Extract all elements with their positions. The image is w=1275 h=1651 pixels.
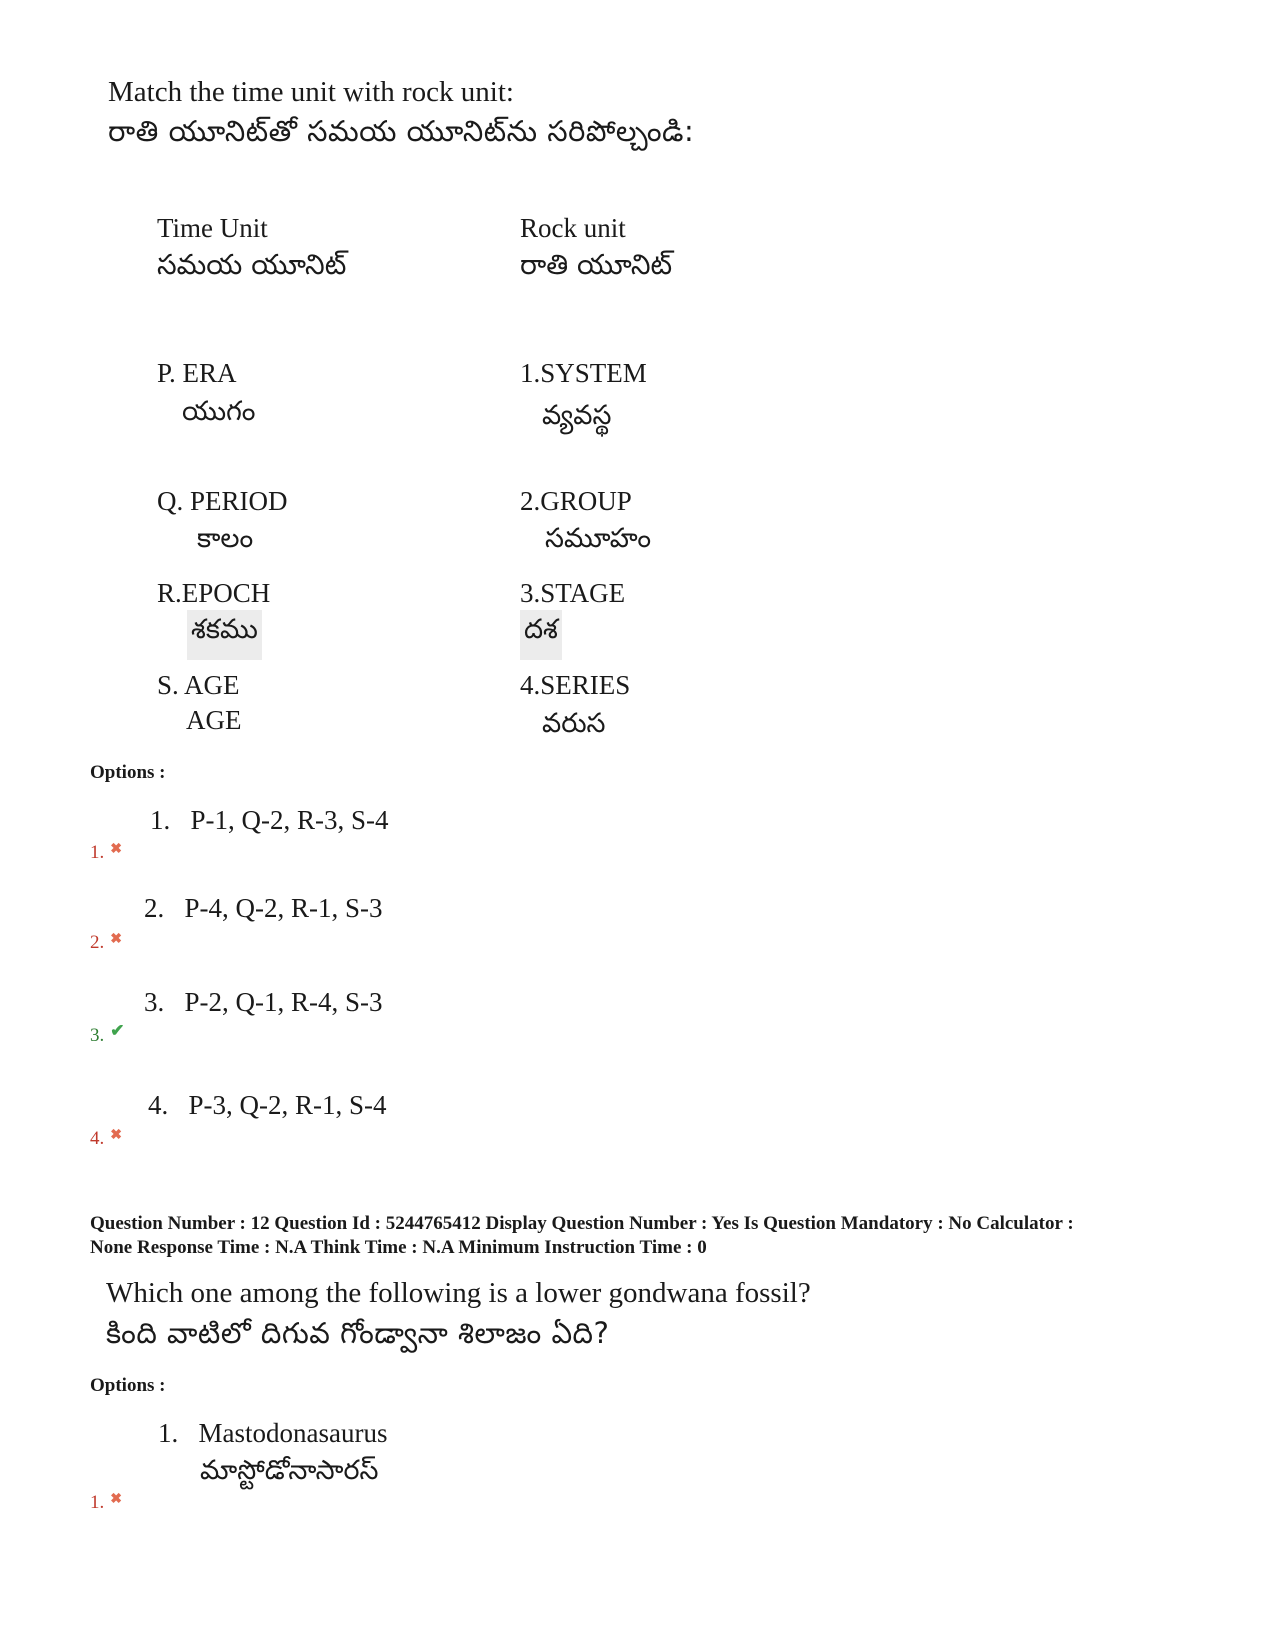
time-unit-item-te: శకము xyxy=(187,610,262,660)
question-11-text-en: Match the time unit with rock unit: xyxy=(108,76,514,108)
option-1-status xyxy=(90,1492,122,1514)
rock-unit-header: Rock unit xyxy=(520,213,626,243)
option-text: P-2, Q-1, R-4, S-3 xyxy=(184,987,383,1017)
option-marker: 1. xyxy=(90,1492,105,1513)
cross-icon: ✖ xyxy=(110,932,122,947)
options-label: Options : xyxy=(90,762,166,783)
cross-icon: ✖ xyxy=(110,1492,122,1507)
option-marker: 3. xyxy=(90,1025,105,1046)
time-unit-item-te: యుగం xyxy=(182,396,256,427)
option-2-status xyxy=(90,932,122,954)
option-3[interactable] xyxy=(144,987,383,1018)
check-icon: ✔ xyxy=(110,1021,125,1040)
option-number: 1. xyxy=(150,805,171,835)
option-text: Mastodonasaurus xyxy=(198,1418,388,1448)
time-unit-item: P. ERA xyxy=(157,358,237,388)
option-marker: 1. xyxy=(90,842,105,863)
meta-line: None Response Time : N.A Think Time : N.A Minimum Instruction Time : 0 xyxy=(90,1237,707,1258)
time-unit-item-te: AGE xyxy=(186,705,242,735)
option-number: 3. xyxy=(144,987,165,1017)
rock-unit-item: 2.GROUP xyxy=(520,486,632,516)
option-marker: 4. xyxy=(90,1128,105,1149)
cross-icon: ✖ xyxy=(110,842,122,857)
option-text-te: మాస్టోడోనాసారస్ xyxy=(200,1455,379,1486)
rock-unit-item-te: దశ xyxy=(520,610,562,660)
rock-unit-item-te: సమూహం xyxy=(545,523,652,554)
rock-unit-item: 4.SERIES xyxy=(520,670,631,700)
option-3-status xyxy=(90,1021,125,1047)
option-1-status xyxy=(90,842,122,864)
question-12-meta xyxy=(90,1212,1074,1260)
option-number: 2. xyxy=(144,893,165,923)
option-number: 1. xyxy=(158,1418,179,1448)
rock-unit-header-te: రాతి యూనిట్ xyxy=(520,248,673,281)
option-text: P-4, Q-2, R-1, S-3 xyxy=(184,893,383,923)
rock-unit-item: 3.STAGE xyxy=(520,578,626,608)
option-number: 4. xyxy=(148,1090,169,1120)
question-11-text-te: రాతి యూనిట్‌తో సమయ యూనిట్‌ను సరిపోల్చండి: xyxy=(108,114,695,148)
time-unit-item-te: కాలం xyxy=(197,523,254,554)
question-12-text-en: Which one among the following is a lower gondwana fossil? xyxy=(106,1277,811,1309)
cross-icon: ✖ xyxy=(110,1128,122,1143)
option-text: P-3, Q-2, R-1, S-4 xyxy=(188,1090,387,1120)
time-unit-header: Time Unit xyxy=(157,213,268,243)
option-text: P-1, Q-2, R-3, S-4 xyxy=(190,805,389,835)
time-unit-item: Q. PERIOD xyxy=(157,486,288,516)
rock-unit-item-te: వ్యవస్థ xyxy=(542,400,612,431)
time-unit-item: S. AGE xyxy=(157,670,240,700)
option-1[interactable] xyxy=(150,805,389,836)
option-marker: 2. xyxy=(90,932,105,953)
time-unit-header-te: సమయ యూనిట్ xyxy=(157,248,347,281)
options-label: Options : xyxy=(90,1375,166,1396)
option-2[interactable] xyxy=(144,893,383,924)
meta-line: Question Number : 12 Question Id : 5244765412 Display Question Number : Yes Is Question Mandatory : No Calculator : xyxy=(90,1213,1074,1234)
rock-unit-item: 1.SYSTEM xyxy=(520,358,647,388)
question-12-text-te: కింది వాటిలో దిగువ గోండ్వానా శిలాజం ఏది? xyxy=(106,1316,610,1350)
option-4-status xyxy=(90,1128,122,1150)
option-1[interactable] xyxy=(158,1418,387,1449)
rock-unit-item-te: వరుస xyxy=(542,708,606,739)
option-4[interactable] xyxy=(148,1090,387,1121)
time-unit-item: R.EPOCH xyxy=(157,578,271,608)
